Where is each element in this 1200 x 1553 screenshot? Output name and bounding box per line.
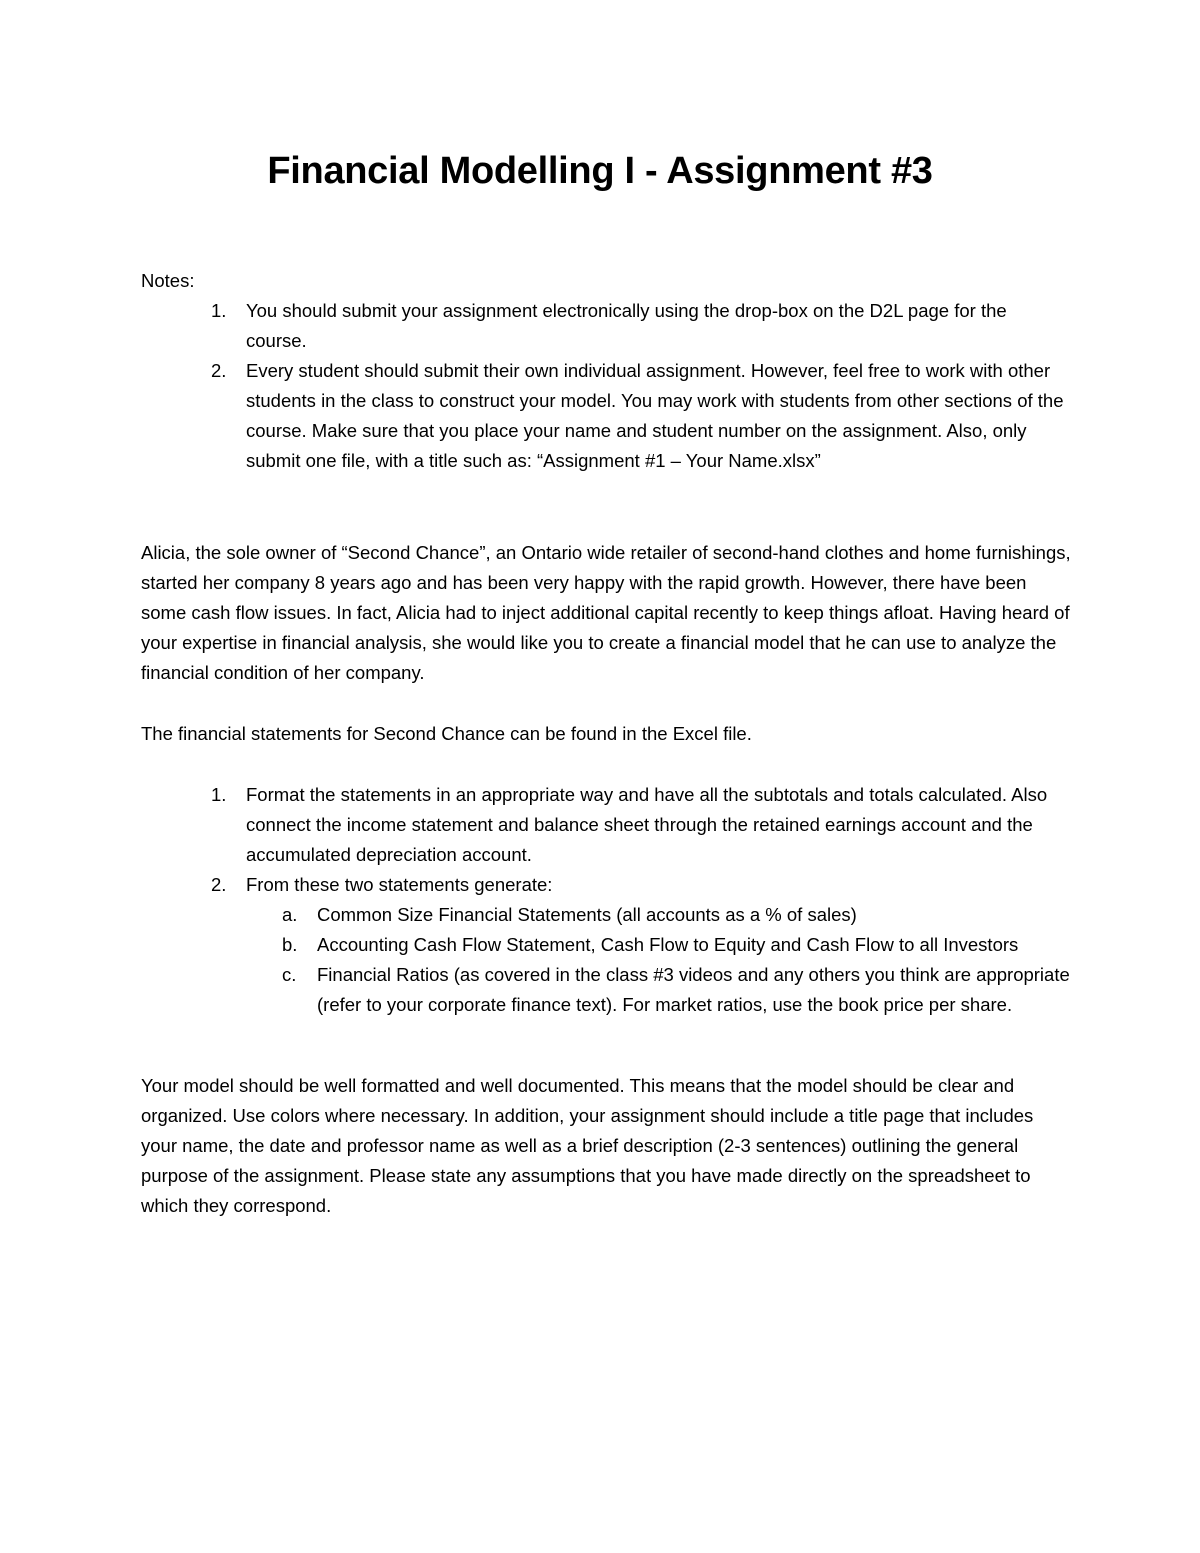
notes-label: Notes: — [141, 270, 195, 291]
subtask-item — [246, 960, 1071, 1020]
note-item-marker: 2. — [211, 360, 227, 381]
scenario-paragraph: Alicia, the sole owner of “Second Chance”, an Ontario wide retailer of second-hand clothes and home furnishings, started her company 8 years ago and has been very happy with the rapid growth. However, there have been some cash flow issues. In fact, Alicia had to inject additional capital recently to keep things afloat. Having heard of your expertise in financial analysis, she would like you to create a financial model that he can use to analyze the financial condition of her company. — [141, 542, 1071, 683]
subtask-item-marker: c. — [282, 964, 297, 985]
task-item — [141, 870, 1071, 1020]
document-title: Financial Modelling I - Assignment #3 — [267, 150, 933, 192]
note-item — [141, 296, 1071, 356]
subtask-item — [246, 930, 1071, 960]
task-item-text: Format the statements in an appropriate way and have all the subtotals and totals calculated. Also connect the income statement and balance sheet through the retained earnings account and the accumulated depreciation account. — [246, 784, 1048, 865]
notes-list — [141, 296, 1071, 476]
task-item-text: From these two statements generate: — [246, 874, 553, 895]
subtask-list — [246, 900, 1071, 1020]
subtask-item-marker: b. — [282, 934, 298, 955]
note-item — [141, 356, 1071, 476]
subtask-item-text: Common Size Financial Statements (all accounts as a % of sales) — [317, 904, 857, 925]
subtask-item-marker: a. — [282, 904, 298, 925]
task-item-marker: 1. — [211, 784, 227, 805]
task-item-marker: 2. — [211, 874, 227, 895]
statements-location-paragraph: The financial statements for Second Chance can be found in the Excel file. — [141, 723, 752, 744]
note-item-text: Every student should submit their own individual assignment. However, feel free to work with other students in the class to construct your model. You may work with students from other sections of the course. Make sure that you place your name and student number on the assignment. Also, only submit one file, with a title such as: “Assignment #1 – Your Name.xlsx” — [246, 360, 1064, 471]
note-item-marker: 1. — [211, 300, 227, 321]
note-item-text: You should submit your assignment electronically using the drop-box on the D2L page for the course. — [246, 300, 1007, 351]
subtask-item-text: Financial Ratios (as covered in the class #3 videos and any others you think are appropriate (refer to your corporate finance text). For market ratios, use the book price per share. — [317, 964, 1070, 1015]
task-list — [141, 780, 1071, 1020]
subtask-item-text: Accounting Cash Flow Statement, Cash Flow to Equity and Cash Flow to all Investors — [317, 934, 1019, 955]
formatting-requirements-paragraph: Your model should be well formatted and well documented. This means that the model should be clear and organized. Use colors where necessary. In addition, your assignment should include a title page that includes your name, the date and professor name as well as a brief description (2-3 sentences) outlining the general purpose of the assignment. Please state any assumptions that you have made directly on the spreadsheet to which they correspond. — [141, 1075, 1034, 1216]
subtask-item — [246, 900, 1071, 930]
task-item — [141, 780, 1071, 870]
